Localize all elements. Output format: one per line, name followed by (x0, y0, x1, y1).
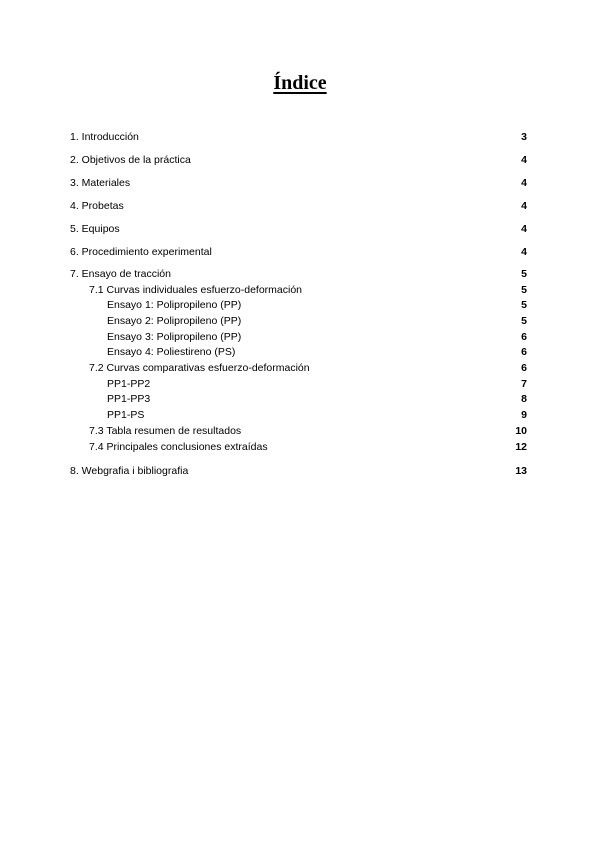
toc-entry-label: 5. Equipos (70, 223, 120, 235)
toc-entry-page: 6 (521, 362, 527, 374)
toc-entry-page: 9 (521, 409, 527, 421)
toc-entry[interactable] (70, 424, 527, 438)
toc-entry-label: 8. Webgrafia i bibliografia (70, 465, 189, 477)
toc-entry-page: 7 (521, 378, 527, 390)
page-title: Índice (273, 72, 327, 94)
toc-entry-label: Ensayo 4: Poliestireno (PS) (107, 346, 236, 358)
toc-entry-page: 4 (521, 223, 527, 235)
toc-entry-label: 7.2 Curvas comparativas esfuerzo-deformación (89, 362, 310, 374)
toc-entry-page: 4 (521, 246, 527, 258)
toc-entry-page: 5 (521, 284, 527, 296)
toc-entry-label: Ensayo 2: Polipropileno (PP) (107, 315, 242, 327)
toc-entry-label: 7.3 Tabla resumen de resultados (89, 425, 242, 437)
toc-entry-page: 5 (521, 268, 527, 280)
toc-entry-label: 7.4 Principales conclusiones extraídas (89, 441, 268, 453)
toc-entry[interactable] (70, 222, 527, 236)
toc-entry-label: 7.1 Curvas individuales esfuerzo-deformación (89, 284, 303, 296)
toc-entry[interactable] (70, 314, 527, 328)
toc-entry[interactable] (70, 361, 527, 375)
toc-entry-label: 3. Materiales (70, 177, 131, 189)
toc-entry-page: 10 (515, 425, 527, 437)
toc-entry-page: 6 (521, 346, 527, 358)
toc-entry-page: 12 (515, 441, 527, 453)
toc-entry[interactable] (70, 298, 527, 312)
toc-entry[interactable] (70, 283, 527, 297)
toc-entry[interactable] (70, 330, 527, 344)
toc-entry-page: 6 (521, 331, 527, 343)
toc-entry-label: PP1-PP3 (107, 393, 151, 405)
toc-entry-label: PP1-PS (107, 409, 145, 421)
toc-entry-label: PP1-PP2 (107, 378, 151, 390)
toc-entry-label: 7. Ensayo de tracción (70, 268, 171, 280)
toc-entry[interactable] (70, 267, 527, 281)
toc-entry[interactable] (70, 130, 527, 144)
toc-entry-page: 13 (515, 465, 527, 477)
toc-entry[interactable] (70, 377, 527, 391)
toc-entry-label: 4. Probetas (70, 200, 124, 212)
toc-entry-page: 5 (521, 315, 527, 327)
table-of-contents (70, 0, 527, 848)
toc-entry-label: 1. Introducción (70, 131, 139, 143)
toc-entry[interactable] (70, 408, 527, 422)
toc-entry[interactable] (70, 392, 527, 406)
toc-entry[interactable] (70, 440, 527, 454)
toc-entry-label: 6. Procedimiento experimental (70, 246, 212, 258)
toc-entry-label: Ensayo 1: Polipropileno (PP) (107, 299, 242, 311)
toc-entry-label: Ensayo 3: Polipropileno (PP) (107, 331, 242, 343)
toc-entry-page: 3 (521, 131, 527, 143)
toc-entry-page: 4 (521, 200, 527, 212)
toc-entry-page: 4 (521, 177, 527, 189)
toc-entry-page: 5 (521, 299, 527, 311)
toc-entry-label: 2. Objetivos de la práctica (70, 154, 191, 166)
toc-entry[interactable] (70, 345, 527, 359)
toc-entry-page: 8 (521, 393, 527, 405)
toc-entry[interactable] (70, 245, 527, 259)
toc-entry[interactable] (70, 199, 527, 213)
toc-entry[interactable] (70, 176, 527, 190)
toc-entry-page: 4 (521, 154, 527, 166)
toc-entry[interactable] (70, 153, 527, 167)
toc-entry[interactable] (70, 464, 527, 478)
